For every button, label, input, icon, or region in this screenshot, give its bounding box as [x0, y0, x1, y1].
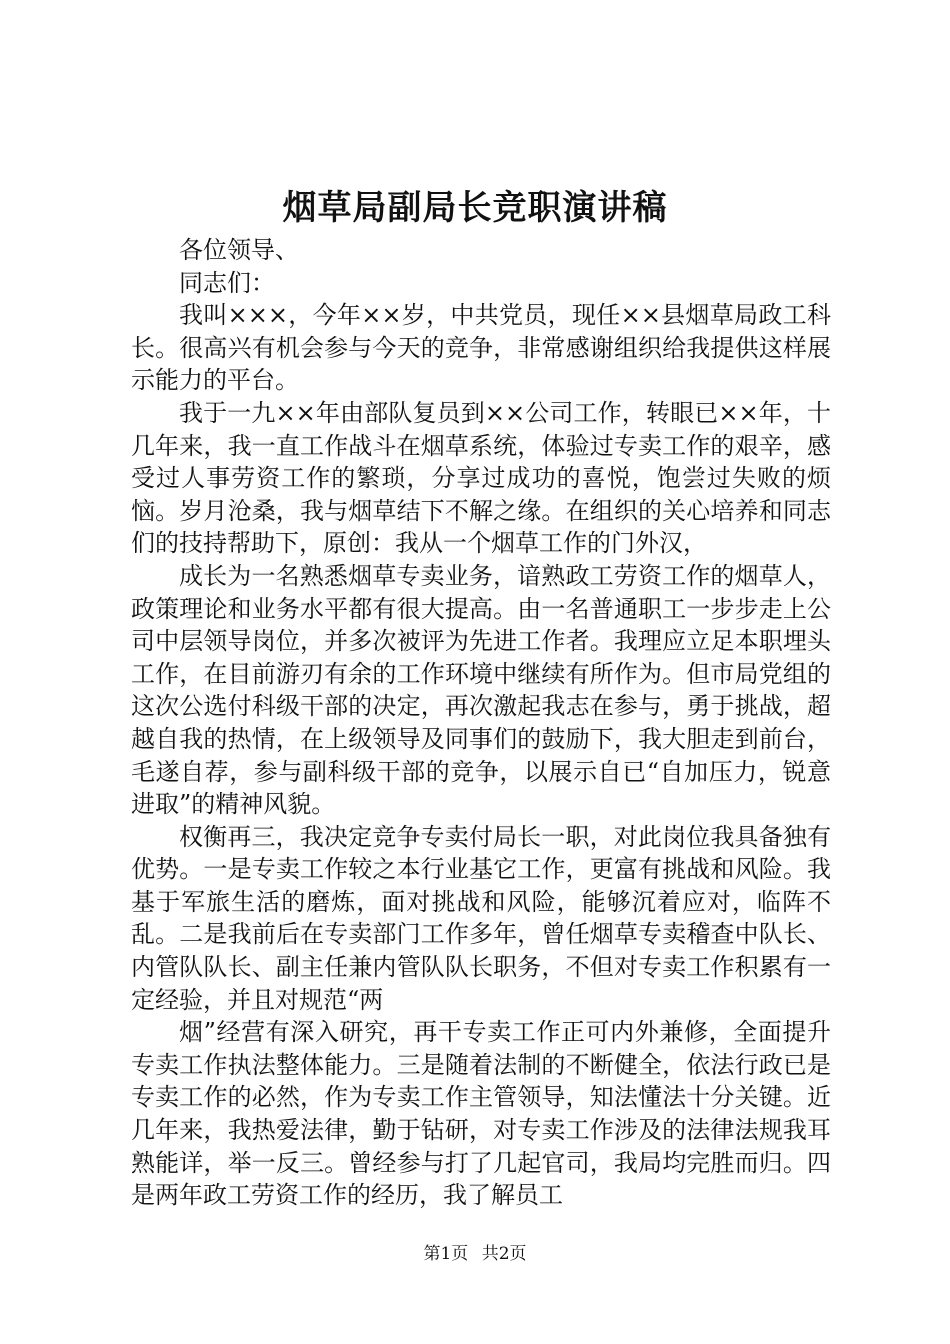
body-paragraph: 我于一九××年由部队复员到××公司工作，转眼已××年，十几年来，我一直工作战斗在烟草系统，体验过专卖工作的艰辛，感受过人事劳资工作的繁琐，分享过成功的喜悦，饱尝过失败的烦恼。岁月沧桑，我与烟草结下不解之缘。在组织的关心培养和同志们的技持帮助下，原创：我从一个烟草工作的门外汉， — [131, 398, 831, 558]
salutation-line: 同志们： — [179, 268, 275, 297]
body-paragraph: 烟”经营有深入研究，再干专卖工作正可内外兼修，全面提升专卖工作执法整体能力。三是随着法制的不断健全，依法行政已是专卖工作的必然，作为专卖工作主管领导，知法懂法十分关键。近几年来，我热爱法律，勤于钻研，对专卖工作涉及的法律法规我耳熟能详，举一反三。曾经参与打了几起官司，我局均完胜而归。四是两年政工劳资工作的经历，我了解员工 — [131, 1018, 831, 1210]
page-number: 第1页 — [423, 1244, 469, 1264]
salutation-line: 各位领导、 — [179, 236, 299, 264]
body-paragraph: 我叫×××，今年××岁，中共党员，现任××县烟草局政工科长。很高兴有机会参与今天的竞争，非常感谢组织给我提供这样展示能力的平台。 — [131, 301, 831, 395]
document-body — [131, 234, 831, 1212]
page-footer — [0, 1242, 950, 1266]
page-total: 共2页 — [481, 1244, 527, 1264]
body-paragraph: 成长为一名熟悉烟草专卖业务，谙熟政工劳资工作的烟草人，政策理论和业务水平都有很大提高。由一名普通职工一步步走上公司中层领导岗位，并多次被评为先进工作者。我理应立足本职埋头工作，在目前游刃有余的工作环境中继续有所作为。但市局党组的这次公选付科级干部的决定，再次激起我志在参与，勇于挑战，超越自我的热情，在上级领导及同事们的鼓励下，我大胆走到前台，毛遂自荐，参与副科级干部的竞争，以展示自已“自加压力，锐意进取”的精神风貌。 — [131, 561, 831, 819]
body-paragraph: 权衡再三，我决定竞争专卖付局长一职，对此岗位我具备独有优势。一是专卖工作较之本行业基它工作，更富有挑战和风险。我基于军旅生活的磨炼，面对挑战和风险，能够沉着应对，临阵不乱。二是我前后在专卖部门工作多年，曾任烟草专卖稽查中队长、内管队队长、副主任兼内管队队长职务，不但对专卖工作积累有一定经验，并且对规范“两 — [131, 822, 831, 1014]
document-title: 烟草局副局长竞职演讲稿 — [282, 188, 668, 228]
